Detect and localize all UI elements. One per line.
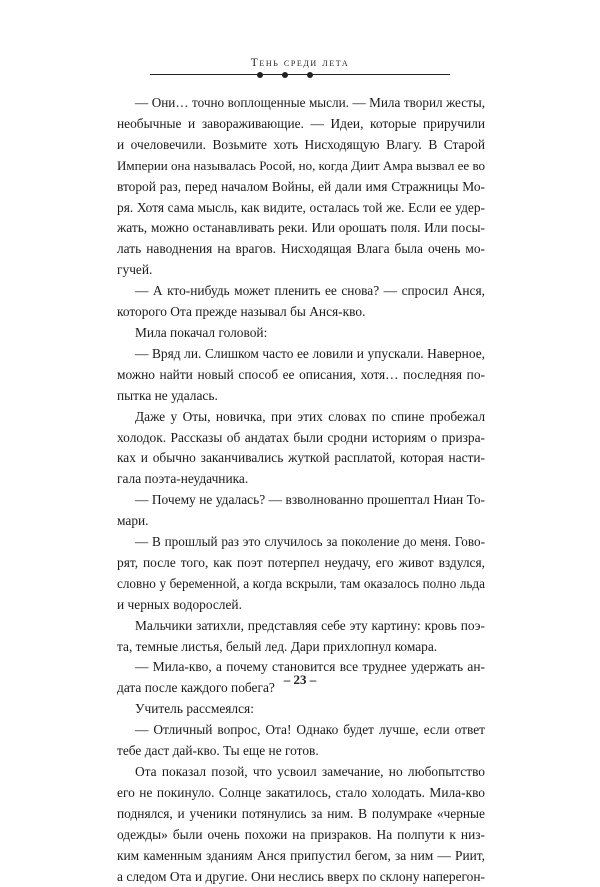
text-line: пытка не удалась. bbox=[117, 387, 218, 403]
text-line: и очеловечили. Возьмите хоть Нисходящую Влагу. В Старой bbox=[117, 136, 485, 152]
ornament-dot bbox=[282, 72, 288, 78]
text-line: та, темные листья, белый лед. Дари прихлопнул комара. bbox=[117, 638, 438, 654]
text-line: Мальчики затихли, представляя себе эту картину: кровь поэ- bbox=[135, 617, 485, 633]
text-line: гала поэта-неудачника. bbox=[117, 471, 249, 487]
text-line: необычные и завораживающие. — Идеи, которые приручили bbox=[117, 115, 485, 131]
text-line: мари. bbox=[117, 513, 149, 529]
text-line: поднялся, и ученики потянулись за ним. В полумраке «черные bbox=[117, 805, 485, 821]
header-ornament bbox=[150, 72, 450, 78]
text-line: жать, можно останавливать реки. Или орошать поля. Или посы- bbox=[117, 220, 485, 236]
running-title: Тень среди лета bbox=[250, 57, 350, 69]
text-line: — Почему не удалась? — взволнованно прошептал Ниан То- bbox=[135, 492, 485, 508]
text-line: рят, после того, как поэт потерпел неудачу, его живот вздулся, bbox=[117, 554, 485, 570]
text-line: одежды» были очень похожи на призраков. На полпути к низ- bbox=[117, 826, 485, 842]
text-line: тебе даст дай-кво. Ты еще не готов. bbox=[117, 743, 319, 759]
text-line: а следом Ота и другие. Они неслись вверх по склону наперегон- bbox=[117, 868, 485, 884]
text-line: словно у беременной, а когда вскрыли, там оказалось полно льда bbox=[117, 575, 485, 591]
text-line: лать наводнения на врагов. Нисходящая Влага была очень мо- bbox=[117, 241, 485, 257]
text-line: — Мила-кво, а почему становится все труднее удержать ан- bbox=[135, 659, 485, 675]
text-line: и черных водорослей. bbox=[117, 596, 242, 612]
text-line: ким каменным зданиям Анся припустил бегом, за ним — Риит, bbox=[117, 847, 485, 863]
body-text bbox=[117, 93, 485, 887]
ornament-dot bbox=[307, 72, 313, 78]
text-line: Ота показал позой, что усвоил замечание, но любопытство bbox=[135, 764, 485, 779]
text-line: ках и обычно заканчивались жуткой расплатой, которая насти- bbox=[117, 450, 485, 466]
text-line: гучей. bbox=[117, 262, 153, 278]
text-line: ря. Хотя сама мысль, как видите, осталась той же. Если ее удер- bbox=[117, 199, 485, 215]
text-line: его не покинуло. Солнце закатилось, стало холодать. Мила-кво bbox=[117, 784, 485, 800]
text-line: Даже у Оты, новичка, при этих словах по спине пробежал bbox=[135, 408, 485, 424]
text-line: холодок. Рассказы об андатах были сродни историям о призра- bbox=[117, 429, 485, 445]
text-line: — А кто-нибудь может пленить ее снова? — спросил Анся, bbox=[135, 283, 485, 299]
text-line: — Они… точно воплощенные мысли. — Мила творил жесты, bbox=[135, 95, 485, 110]
text-line: — Вряд ли. Слишком часто ее ловили и упускали. Наверное, bbox=[135, 345, 485, 361]
ornament-rule bbox=[150, 74, 450, 75]
text-line: которого Ота прежде называл бы Анся-кво. bbox=[117, 304, 366, 320]
text-line: Империи она называлась Росой, но, когда Диит Амра вызвал ее во bbox=[117, 157, 485, 173]
text-line: Мила покачал головой: bbox=[135, 324, 268, 340]
text-line: — Отличный вопрос, Ота! Однако будет лучше, если ответ bbox=[135, 722, 485, 738]
text-line: Учитель рассмеялся: bbox=[135, 701, 254, 717]
ornament-dot bbox=[257, 72, 263, 78]
text-line: второй раз, перед началом Войны, ей дали имя Стражницы Мо- bbox=[117, 178, 485, 194]
page-number: – 23 – bbox=[283, 672, 317, 687]
text-line: можно найти новый способ ее описания, хотя… последняя по- bbox=[117, 366, 485, 382]
text-line: дата после каждого побега? bbox=[117, 680, 275, 696]
text-line: — В прошлый раз это случилось за поколение до меня. Гово- bbox=[135, 534, 485, 550]
